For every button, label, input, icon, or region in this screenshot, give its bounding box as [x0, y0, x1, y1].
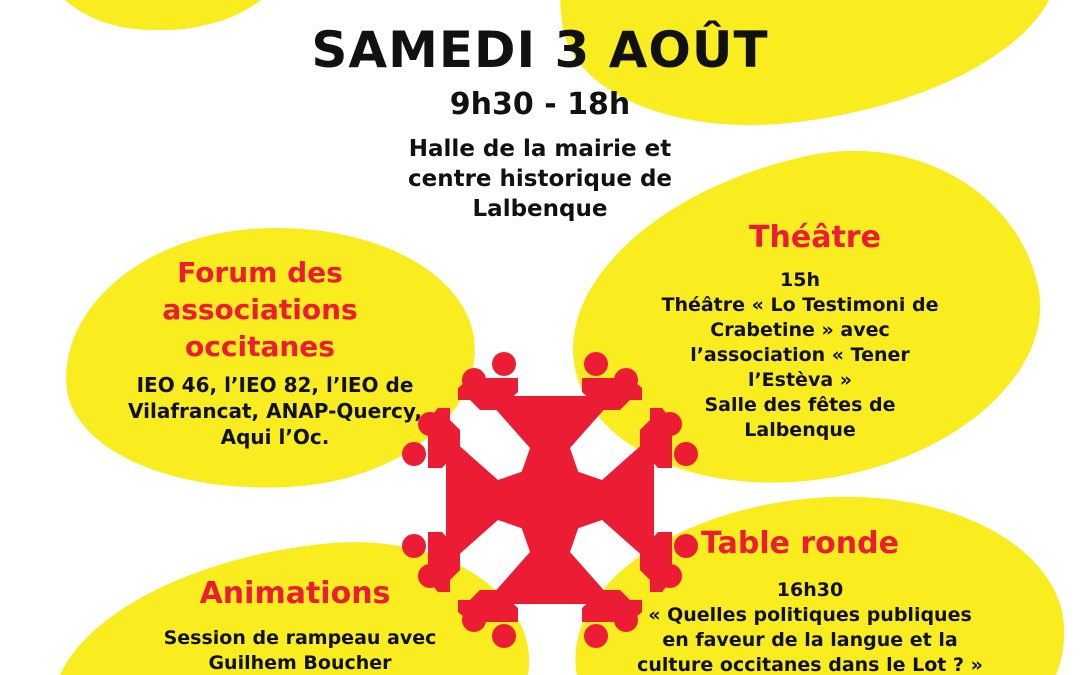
- table-ronde-title: Table ronde: [701, 526, 899, 561]
- forum-body-line: Vilafrancat, ANAP-Quercy,: [127, 399, 422, 423]
- theatre-body-line: Lalbenque: [744, 419, 856, 441]
- event-place: [330, 134, 750, 224]
- event-hours: 9h30 - 18h: [449, 87, 631, 122]
- animations-body: [100, 626, 500, 675]
- theatre-body-line: Théâtre « Lo Testimoni de: [661, 294, 939, 316]
- theatre-body-line: Crabetine » avec: [710, 319, 890, 341]
- table-ronde-body-line: « Quelles politiques publiques: [648, 604, 972, 626]
- table-ronde-body-line: culture occitanes dans le Lot ? »: [637, 654, 983, 675]
- theatre-title: Théâtre: [749, 220, 881, 255]
- forum-body: [100, 372, 450, 450]
- theatre-body-line: 15h: [780, 269, 820, 291]
- table-ronde-body-line: 16h30: [776, 579, 844, 601]
- theatre-body-line: Salle des fêtes de: [704, 394, 896, 416]
- theatre-body-line: l’association « Tener: [690, 344, 910, 366]
- theatre-body: [600, 268, 1000, 443]
- theatre-body-line: l’Estèva »: [747, 369, 853, 391]
- place-line: Halle de la mairie et: [408, 136, 672, 162]
- animations-title: Animations: [199, 576, 391, 611]
- forum-body-line: Aqui l’Oc.: [220, 425, 330, 449]
- forum-title-line: occitanes: [185, 330, 335, 363]
- place-line: Lalbenque: [472, 196, 608, 222]
- forum-body-line: IEO 46, l’IEO 82, l’IEO de: [136, 373, 414, 397]
- table-ronde-body: [580, 578, 1040, 675]
- animations-body-line: Session de rampeau avec: [163, 627, 437, 649]
- animations-body-line: Guilhem Boucher: [208, 652, 392, 674]
- event-date: SAMEDI 3 AOÛT: [311, 21, 769, 79]
- place-line: centre historique de: [407, 166, 673, 192]
- forum-title-line: associations: [162, 293, 358, 326]
- forum-title-line: Forum des: [177, 256, 343, 289]
- forum-title: [110, 254, 410, 365]
- table-ronde-body-line: en faveur de la langue et la: [662, 629, 958, 651]
